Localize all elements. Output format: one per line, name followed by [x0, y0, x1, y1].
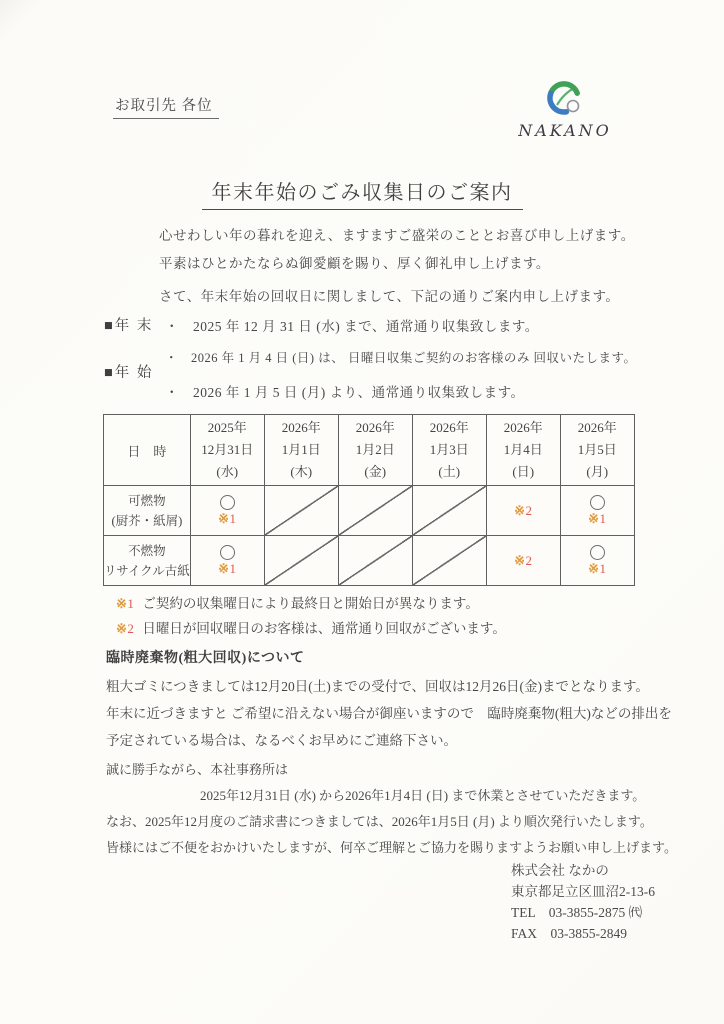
title-row: [0, 176, 724, 210]
bulky-waste-line: 予定されている場合は、なるべくお早めにご連絡下さい。: [106, 733, 457, 748]
logo-text: NAKANO: [518, 121, 612, 140]
cell-content: [191, 495, 264, 527]
closure-line: 誠に勝手ながら、本社事務所は: [106, 762, 289, 777]
footnote-number: 1: [599, 510, 607, 526]
table-date-header: [560, 415, 634, 486]
header-date: 12月31日: [201, 442, 254, 457]
collection-circle-icon: [220, 495, 235, 510]
asterisk-glyph: ※: [514, 552, 526, 568]
cell-content: [191, 545, 264, 577]
header-weekday: (金): [364, 464, 387, 479]
waste-type-line: (厨芥・紙屑): [111, 513, 183, 528]
table-date-header: [264, 415, 338, 486]
asterisk-glyph: ※: [116, 621, 128, 636]
footnote-mark: [588, 561, 606, 577]
schedule-cell: [264, 486, 338, 536]
recipient: お取引先 各位: [113, 94, 219, 119]
table-date-header: [412, 415, 486, 486]
schedule-bullet-item: ・ 2025 年 12 月 31 日 (水) まで、通常通り収集致します。: [165, 319, 539, 334]
waste-type-label: [104, 536, 191, 586]
company-address: 東京都足立区皿沼2-13-6: [511, 884, 655, 899]
greeting-line: 平素はひとかたならぬ御愛顧を賜り、厚く御礼申し上げます。: [159, 256, 550, 271]
logo-mark-icon: [542, 78, 588, 120]
table-footnotes: [116, 591, 506, 641]
schedule-cell: [486, 536, 560, 586]
schedule-cell: [560, 486, 634, 536]
cell-content: [561, 495, 634, 527]
greeting-line: 心せわしい年の暮れを迎え、ますますご盛栄のこととお喜び申し上げます。: [159, 228, 635, 243]
header-year: 2025年: [207, 420, 247, 435]
asterisk-glyph: ※: [116, 596, 128, 611]
header-date: 1月4日: [503, 442, 543, 457]
schedule-cell: [338, 536, 412, 586]
table-corner-cell: 日 時: [104, 415, 191, 486]
table-header-row: [104, 415, 635, 486]
company-tel: TEL 03-3855-2875 ㈹: [511, 905, 643, 920]
table-date-header: [190, 415, 264, 486]
header-weekday: (月): [586, 464, 609, 479]
greeting-line: さて、年末年始の回収日に関しまして、下記の通りご案内申し上げます。: [159, 289, 620, 304]
table-row: [104, 486, 635, 536]
footnote-text: ご契約の収集曜日により最終日と開始日が異なります。: [142, 596, 479, 611]
closure-line: なお、2025年12月度のご請求書につきましては、2026年1月5日 (月) より順次発行いたします。: [106, 814, 653, 829]
header-year: 2026年: [281, 420, 321, 435]
header-year: 2026年: [429, 420, 469, 435]
closure-line: 皆様にはご不便をおかけいたしますが、何卒ご理解とご協力を賜りますようお願い申し上げます。: [106, 840, 677, 855]
header-weekday: (水): [216, 464, 239, 479]
bulky-waste-line: 年末に近づきますと ご希望に沿えない場合が御座いますので 臨時廃棄物(粗大)などの排出を: [106, 706, 672, 721]
footnote-number: 2: [525, 502, 533, 518]
footnote-number: 2: [525, 552, 533, 568]
asterisk-glyph: ※: [588, 560, 600, 576]
bulky-waste-paragraph: [106, 673, 672, 754]
schedule-cell: [412, 486, 486, 536]
office-closure-paragraph: [106, 757, 677, 861]
greeting-paragraphs: [159, 222, 635, 311]
footnote-mark: [218, 511, 236, 527]
header-date: 1月2日: [355, 442, 395, 457]
collection-circle-icon: [590, 495, 605, 510]
waste-type-label: [104, 486, 191, 536]
footnote-line: [116, 591, 506, 616]
schedule-bullet-item: ・ 2026 年 1 月 5 日 (月) より、通常通り収集致します。: [165, 385, 525, 400]
asterisk-glyph: ※: [218, 510, 230, 526]
header-weekday: (土): [438, 464, 461, 479]
footnote-mark: [116, 621, 134, 636]
company-logo: [500, 78, 630, 140]
asterisk-glyph: ※: [218, 560, 230, 576]
footnote-text: 日曜日が回収曜日のお客様は、通常通り回収がございます。: [142, 621, 506, 636]
schedule-cell: [486, 486, 560, 536]
footnote-line: [116, 616, 506, 641]
asterisk-glyph: ※: [588, 510, 600, 526]
cell-content: [487, 553, 560, 569]
schedule-cell: [338, 486, 412, 536]
header-year: 2026年: [503, 420, 543, 435]
schedule-cell: [190, 486, 264, 536]
collection-schedule-table: [103, 414, 635, 586]
table-row: [104, 536, 635, 586]
footnote-mark: [514, 553, 532, 569]
footnote-number: 2: [127, 621, 135, 636]
bulky-waste-heading: 臨時廃棄物(粗大回収)について: [106, 651, 305, 666]
footnote-number: 1: [229, 510, 237, 526]
footnote-mark: [588, 511, 606, 527]
footnote-mark: [218, 561, 236, 577]
header-date: 1月1日: [281, 442, 321, 457]
footnote-number: 1: [229, 560, 237, 576]
year-end-label: ■年 末: [104, 318, 154, 334]
footnote-number: 1: [127, 596, 135, 611]
header-date: 1月5日: [577, 442, 617, 457]
page-title: 年末年始のごみ収集日のご案内: [202, 176, 523, 210]
new-year-label: ■年 始: [104, 365, 154, 381]
cell-content: [487, 503, 560, 519]
waste-type-line: 可燃物: [128, 493, 166, 508]
footnote-mark: [514, 503, 532, 519]
company-signature: [511, 860, 655, 944]
schedule-cell: [264, 536, 338, 586]
cell-content: [561, 545, 634, 577]
collection-circle-icon: [220, 545, 235, 560]
header-weekday: (木): [290, 464, 313, 479]
footnote-mark: [116, 596, 134, 611]
header-year: 2026年: [355, 420, 395, 435]
company-fax: FAX 03-3855-2849: [511, 926, 627, 941]
bulky-waste-line: 粗大ゴミにつきましては12月20日(土)までの受付で、回収は12月26日(金)までとなります。: [106, 679, 649, 694]
company-name: 株式会社 なかの: [511, 863, 609, 878]
collection-circle-icon: [590, 545, 605, 560]
table-date-header: [338, 415, 412, 486]
waste-type-line: リサイクル古紙: [104, 563, 190, 578]
closure-line: 2025年12月31日 (水) から2026年1月4日 (日) まで休業とさせていただきます。: [200, 788, 646, 803]
waste-type-line: 不燃物: [128, 543, 166, 558]
asterisk-glyph: ※: [514, 502, 526, 518]
header-weekday: (日): [512, 464, 535, 479]
schedule-cell: [560, 536, 634, 586]
schedule-bullet-item: ・ 2026 年 1 月 4 日 (日) は、 日曜日収集ご契約のお客様のみ 回収いたします。: [165, 351, 637, 365]
schedule-cell: [190, 536, 264, 586]
header-date: 1月3日: [429, 442, 469, 457]
schedule-cell: [412, 536, 486, 586]
table-date-header: [486, 415, 560, 486]
footnote-number: 1: [599, 560, 607, 576]
header-year: 2026年: [577, 420, 617, 435]
